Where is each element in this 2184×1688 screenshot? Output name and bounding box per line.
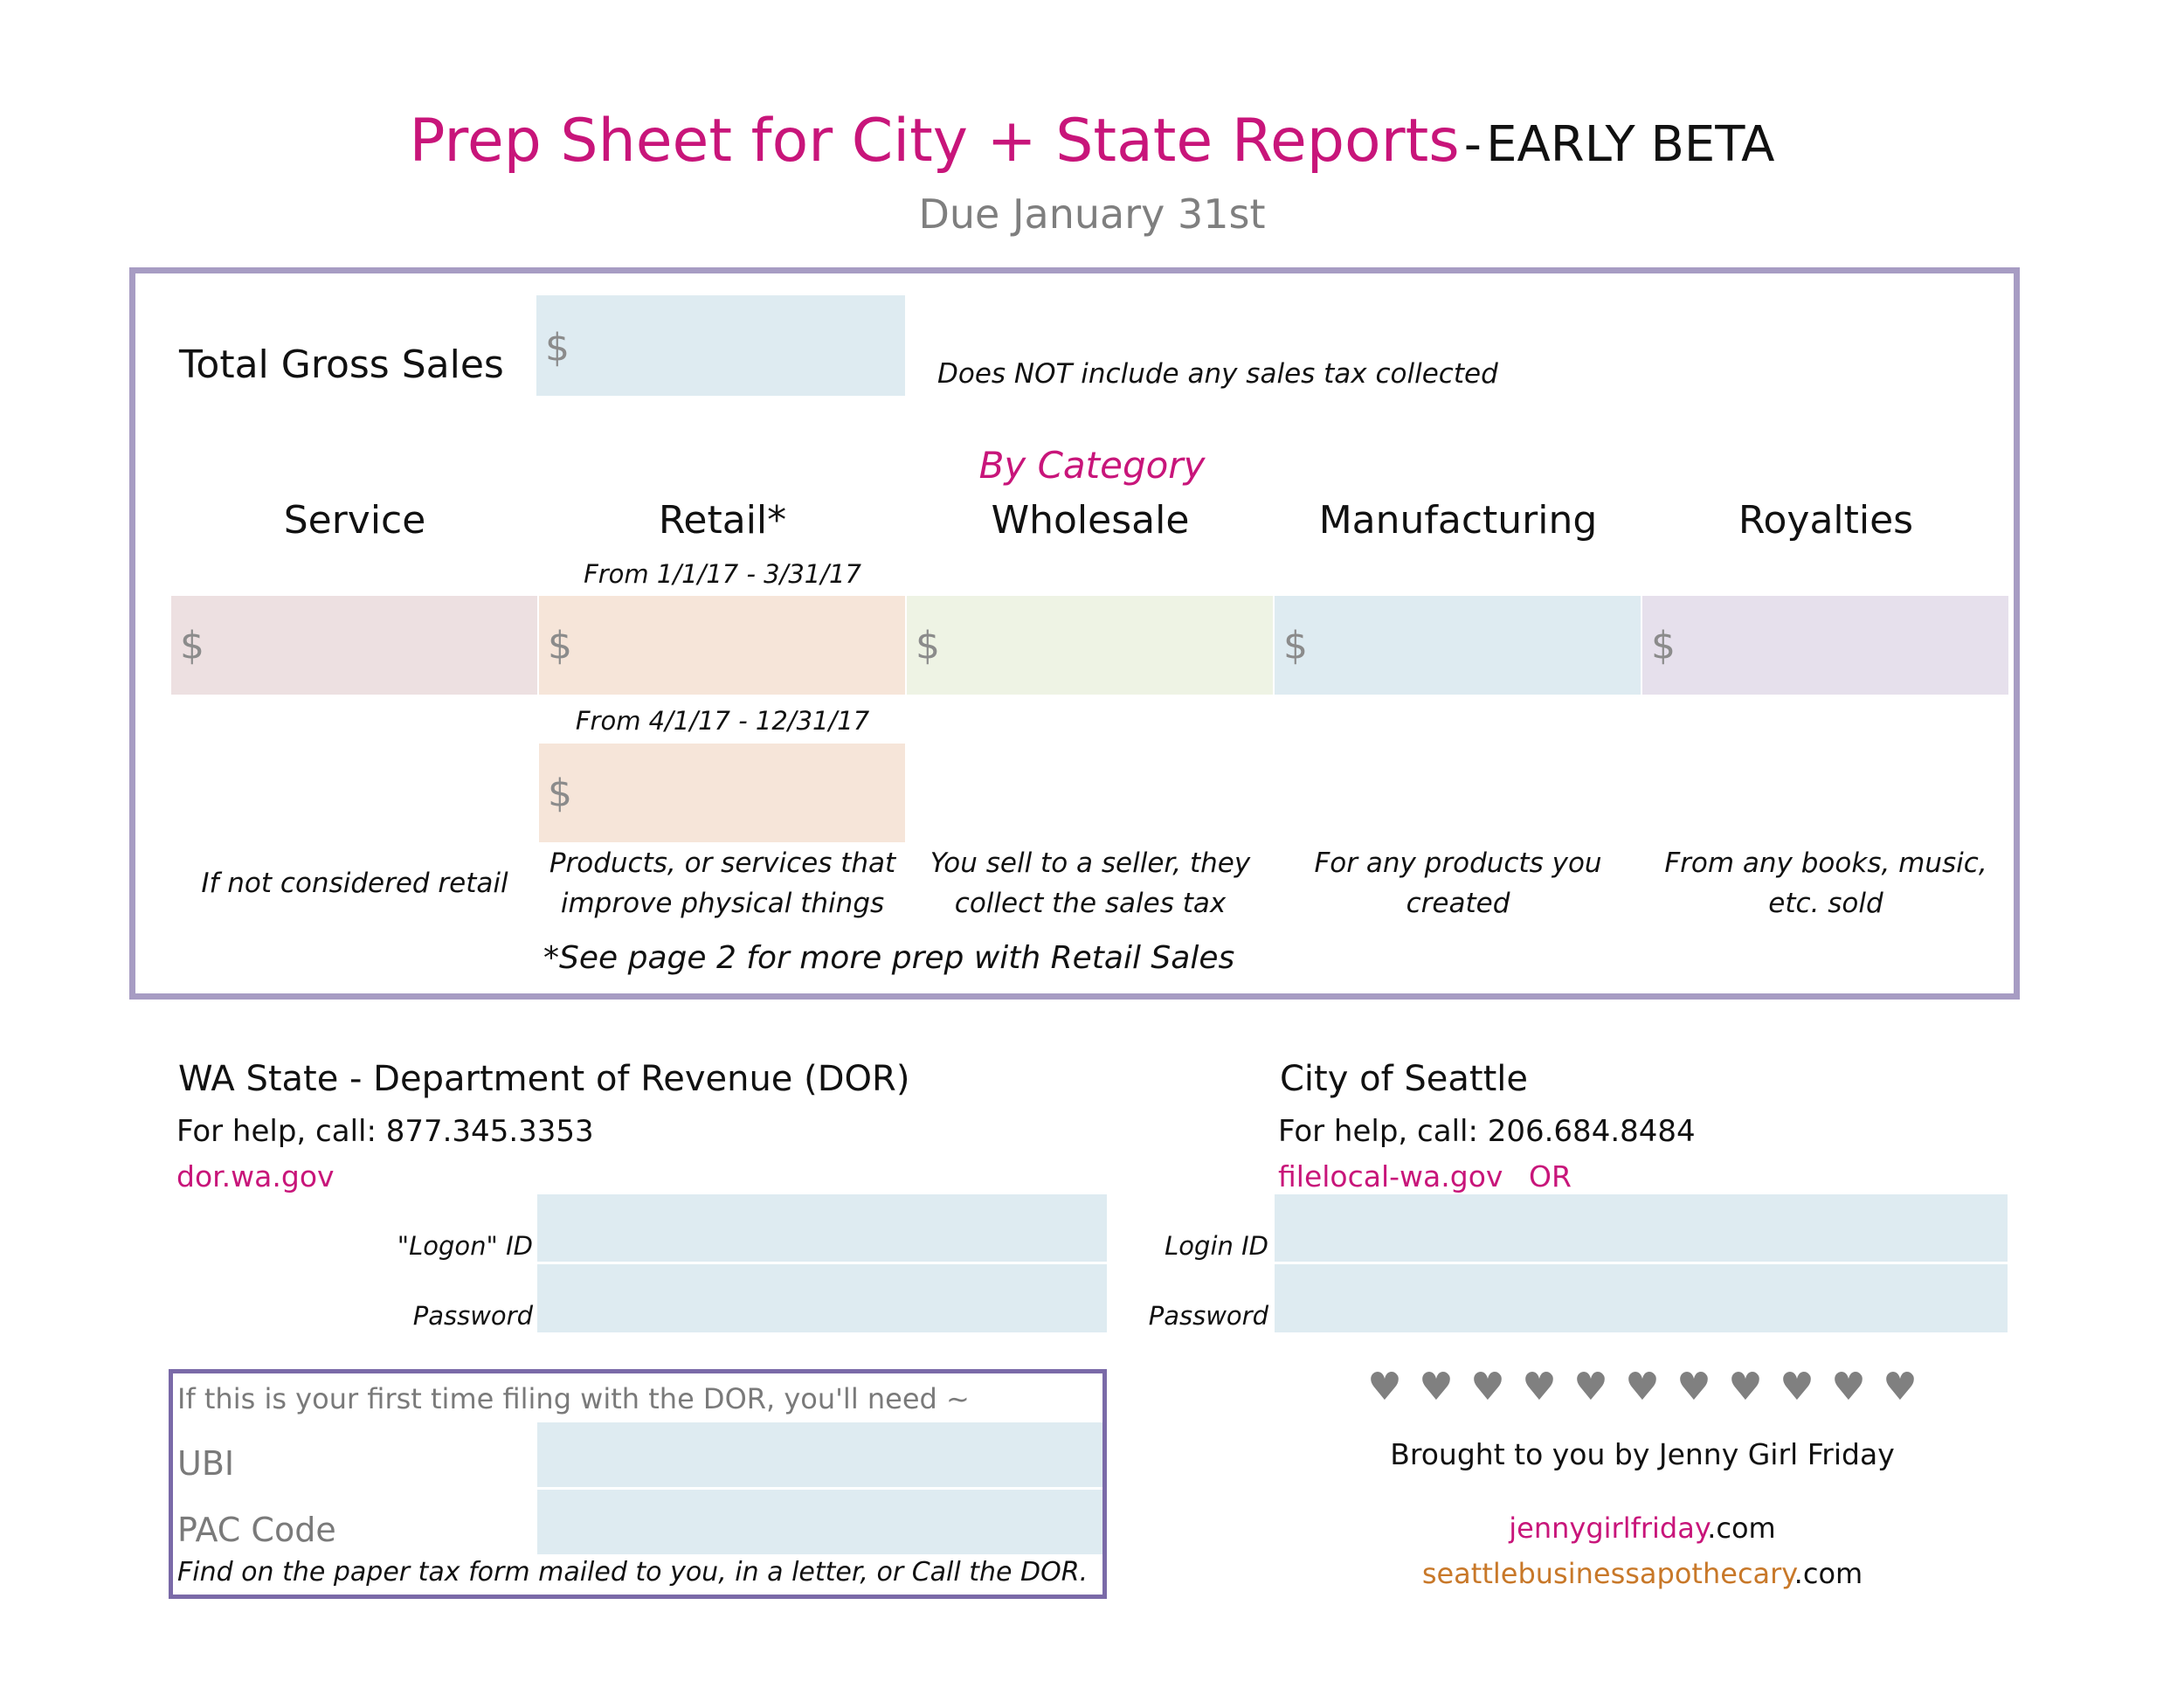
heart-icon: ♥: [1522, 1365, 1557, 1409]
dor-password-field[interactable]: [537, 1264, 1107, 1332]
heart-icon: ♥: [1883, 1365, 1918, 1409]
dor-link[interactable]: dor.wa.gov: [176, 1159, 335, 1193]
seattle-title: City of Seattle: [1280, 1059, 1528, 1099]
dollar-sign: $: [1651, 623, 1676, 668]
retail-description: Products, or services that improve physical things: [549, 847, 896, 919]
seattle-password-field[interactable]: [1275, 1264, 2008, 1332]
heart-icon: ♥: [1728, 1365, 1763, 1409]
due-date: Due January 31st: [918, 190, 1266, 238]
retail-footnote: *See page 2 for more prep with Retail Sales: [543, 940, 1235, 976]
manufacturing-description: For any products you created: [1314, 847, 1602, 919]
heart-icon: ♥: [1419, 1365, 1454, 1409]
dollar-sign: $: [548, 771, 572, 815]
heart-icon: ♥: [1470, 1365, 1505, 1409]
seattle-help: For help, call: 206.684.8484: [1278, 1114, 1696, 1149]
seattle-link[interactable]: filelocal-wa.gov: [1278, 1159, 1503, 1193]
seattle-password-label: Password: [1148, 1301, 1268, 1331]
dor-password-label: Password: [412, 1301, 533, 1331]
retail-period-1: From 1/1/17 - 3/31/17: [584, 559, 861, 589]
dollar-sign: $: [1283, 623, 1308, 668]
page-title: [0, 107, 2184, 176]
dollar-sign: $: [548, 623, 572, 668]
wholesale-description: You sell to a seller, they collect the sales tax: [930, 847, 1251, 919]
link2-main: seattlebusinessapothecary: [1421, 1557, 1794, 1590]
gross-sales-label: Total Gross Sales: [179, 342, 504, 387]
dor-logon-label: "Logon" ID: [397, 1231, 533, 1261]
seattlebusinessapothecary-link[interactable]: [1206, 1557, 2079, 1590]
category-royalties-heading: Royalties: [1738, 498, 1914, 543]
gross-sales-field[interactable]: [536, 295, 905, 396]
manufacturing-field[interactable]: [1275, 596, 1641, 695]
dor-title: WA State - Department of Revenue (DOR): [178, 1059, 910, 1099]
credit-text: Brought to you by Jenny Girl Friday: [1390, 1437, 1895, 1471]
heart-icon: ♥: [1625, 1365, 1660, 1409]
first-time-note: Find on the paper tax form mailed to you, in a letter, or Call the DOR.: [177, 1557, 1089, 1588]
retail-field-2[interactable]: [539, 744, 905, 842]
service-description: If not considered retail: [201, 868, 508, 899]
title-separator: -: [1463, 116, 1482, 173]
jennygirlfriday-link[interactable]: [1206, 1512, 2079, 1545]
seattle-login-label: Login ID: [1165, 1231, 1268, 1261]
dor-logon-field[interactable]: [537, 1194, 1107, 1262]
retail-field-1[interactable]: [539, 596, 905, 695]
category-service-heading: Service: [283, 498, 426, 543]
category-manufacturing-heading: Manufacturing: [1318, 498, 1598, 543]
category-wholesale-heading: Wholesale: [991, 498, 1190, 543]
service-field[interactable]: [171, 596, 537, 695]
heart-icon: ♥: [1367, 1365, 1402, 1409]
seattle-login-field[interactable]: [1275, 1194, 2008, 1262]
royalties-field[interactable]: [1642, 596, 2008, 695]
ubi-field[interactable]: [537, 1422, 1102, 1487]
link2-tld: .com: [1794, 1557, 1863, 1590]
heart-icon: ♥: [1831, 1365, 1866, 1409]
royalties-description: From any books, music, etc. sold: [1664, 847, 1987, 919]
heart-icon: ♥: [1573, 1365, 1608, 1409]
title-main: Prep Sheet for City + State Reports: [409, 107, 1460, 176]
first-time-intro: If this is your first time filing with the DOR, you'll need ~: [177, 1382, 970, 1415]
retail-period-2: From 4/1/17 - 12/31/17: [575, 706, 870, 736]
by-category-heading: By Category: [978, 444, 1206, 487]
dollar-sign: $: [916, 623, 940, 668]
dollar-sign: $: [545, 325, 570, 370]
gross-sales-note: Does NOT include any sales tax collected: [937, 358, 1498, 390]
ubi-label: UBI: [177, 1444, 235, 1483]
pac-field[interactable]: [537, 1490, 1102, 1554]
pac-label: PAC Code: [177, 1511, 336, 1549]
category-retail-heading: Retail*: [658, 498, 787, 543]
dollar-sign: $: [180, 623, 204, 668]
wholesale-field[interactable]: [907, 596, 1273, 695]
link1-tld: .com: [1707, 1512, 1776, 1545]
heart-icon: ♥: [1676, 1365, 1711, 1409]
dor-help: For help, call: 877.345.3353: [176, 1114, 594, 1149]
seattle-or: OR: [1529, 1159, 1572, 1193]
link1-main: jennygirlfriday: [1509, 1512, 1708, 1545]
title-beta: EARLY BETA: [1486, 116, 1775, 173]
heart-icon: ♥: [1780, 1365, 1814, 1409]
